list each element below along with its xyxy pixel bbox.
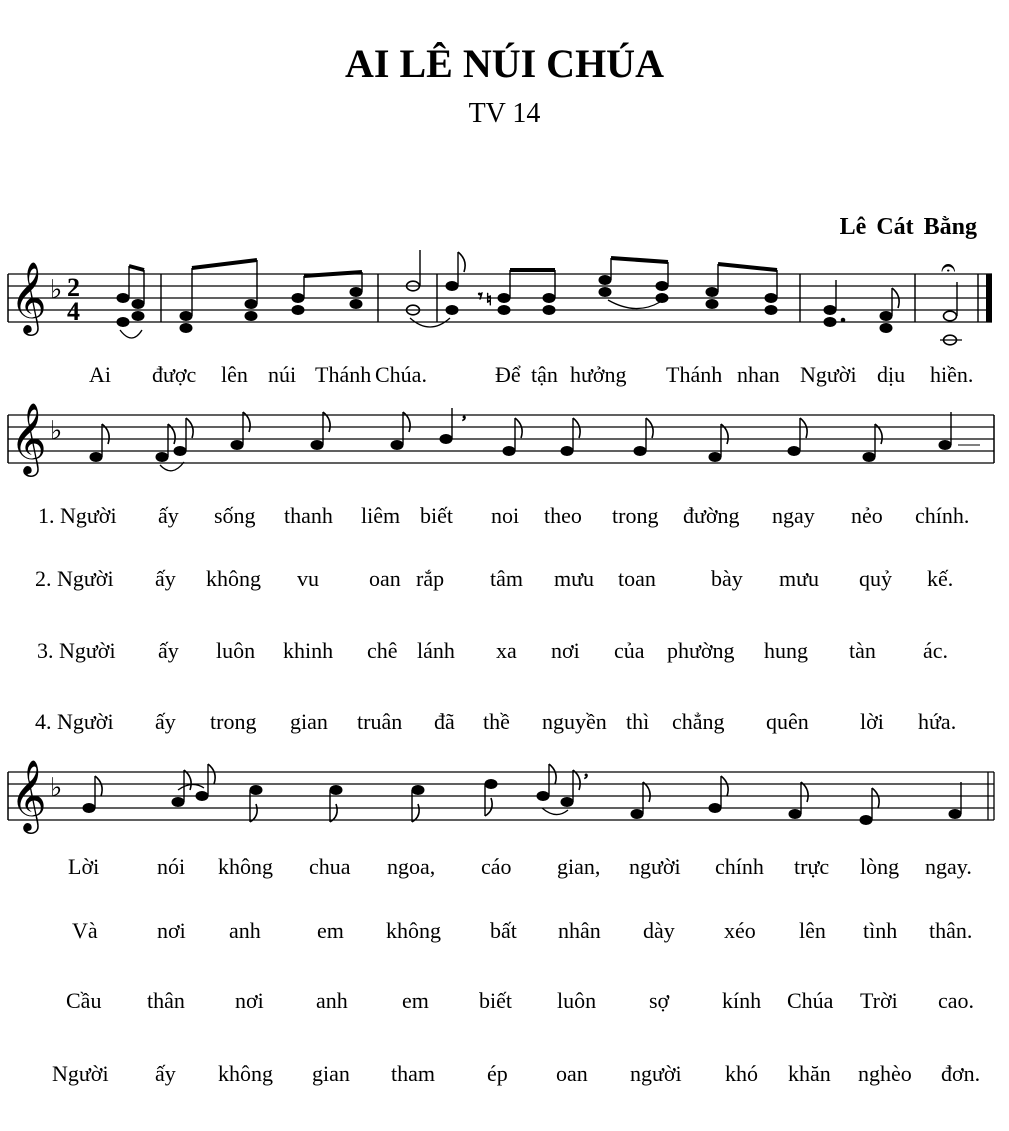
lyric-word: gian [290,709,328,734]
lyric-word: chê [367,638,398,663]
lyric-word: thân [147,988,185,1013]
lyric-word: Để [495,362,521,387]
lyric-word: ấy [155,566,176,591]
lyric-word: ngay. [925,854,972,879]
lyric-word: thân. [929,918,973,943]
lyric-word: mưu [779,566,820,591]
lyric-word: cáo [481,854,512,879]
lyric-word: Người [800,362,857,387]
song-title: AI LÊ NÚI CHÚA [345,41,664,86]
lyric-word: ấy [155,709,176,734]
lyric-word: chua [309,854,351,879]
lyric-word: tàn [849,638,876,663]
lyric-word: đơn. [941,1061,981,1086]
lyric-word: noi [491,503,520,528]
treble-clef-icon: 𝄞 [10,260,47,333]
lyric-word: không [218,1061,273,1086]
time-signature-top: 2 [67,273,80,302]
lyric-word: ấy [155,1061,176,1086]
lyric-word: ấy [158,638,179,663]
lyric-word: Lời [68,854,100,879]
verse-1-notes [90,402,980,471]
lyric-word: nghèo [858,1061,912,1086]
lyric-word: sợ [649,988,670,1013]
lyric-word: biết [479,988,512,1013]
lyric-word: anh [229,918,261,943]
lyric-word: 1. Người [38,503,117,528]
lyric-word: oan [556,1061,588,1086]
lyric-word: khinh [283,638,334,663]
verse-2-notes [83,760,961,825]
lyric-word: thề [483,709,510,734]
lyric-word: nơi [235,988,264,1013]
lyric-word: Trời [860,988,898,1013]
lyric-word: chẳng [672,709,725,734]
lyric-word: Người [52,1061,109,1086]
lyric-word: lòng [860,854,900,879]
lyric-word: không [206,566,261,591]
fermata-icon: 𝄐 [941,253,956,283]
lyric-word: Cầu [66,988,102,1013]
verse-2-part2-lyric-line [0,918,1009,952]
lyric-word: rắp [416,566,445,591]
refrain-notes [117,250,962,345]
lyric-word: đã [434,709,455,734]
lyric-word: người [629,854,681,879]
lyric-word: oan [369,566,401,591]
svg-text:,: , [584,760,589,780]
treble-clef-icon: 𝄞 [10,758,47,831]
lyric-word: xéo [724,918,756,943]
lyric-word: bày [711,566,743,591]
lyric-word: 2. Người [35,566,114,591]
lyric-word: tình [863,918,898,943]
lyric-word: 4. Người [35,709,114,734]
svg-text:♮: ♮ [486,290,492,309]
lyric-word: nhan [737,362,780,387]
lyric-word: nhân [558,918,601,943]
verse-4-part2-lyric-line [0,1061,1009,1095]
lyric-word: nẻo [851,503,883,528]
final-barline [986,274,992,322]
lyric-word: Chúa [787,988,834,1013]
lyric-word: nơi [551,638,580,663]
lyric-word: ấy [158,503,179,528]
lyric-word: gian, [557,854,601,879]
lyric-word: của [614,638,645,663]
lyric-word: lánh [417,638,455,663]
lyric-word: chính. [915,503,970,528]
lyric-word: Ai [89,362,111,387]
lyric-word: dịu [877,362,906,387]
lyric-word: toan [618,566,656,591]
lyric-word: tham [391,1061,435,1086]
lyric-word: khăn [788,1061,831,1086]
lyric-word: biết [420,503,453,528]
lyric-word: Và [72,918,98,943]
lyric-word: lên [799,918,826,943]
verse-1-part2-lyric-line [0,854,1009,888]
lyric-word: tâm [490,566,523,591]
lyric-word: nói [157,854,186,879]
flat-icon: ♭ [50,773,63,803]
lyric-word: ép [487,1061,508,1086]
lyric-word: 3. Người [37,638,116,663]
psalm-reference: TV 14 [468,98,541,129]
lyric-word: quỷ [859,566,892,591]
lyric-word: sống [214,503,256,528]
lyric-word: đường [683,503,740,528]
lyric-word: núi [268,362,297,387]
lyric-word: lên [221,362,248,387]
lyric-word: không [218,854,273,879]
lyric-word: gian [312,1061,350,1086]
lyric-word: được [152,362,197,387]
composer-name: Lê Cát Bằng [839,214,977,240]
lyric-word: em [317,918,344,943]
lyric-word: vu [297,566,319,591]
time-signature-bottom: 4 [67,297,80,326]
staff-verse-2-lines [8,772,994,820]
lyric-word: trong [210,709,257,734]
flat-icon: ♭ [50,416,63,446]
lyric-word: luôn [557,988,597,1013]
lyric-word: phường [667,638,735,663]
lyric-word: xa [496,638,517,663]
lyric-word: thanh [284,503,333,528]
lyric-word: thì [626,709,650,734]
lyric-word: Thánh [666,362,723,387]
lyric-word: anh [316,988,348,1013]
flat-icon: ♭ [50,275,63,305]
verse-3-lyric-line [0,638,1009,672]
lyric-word: dày [643,918,675,943]
lyric-word: hưởng [570,362,627,387]
lyric-word: tận [531,362,558,387]
verse-4-lyric-line [0,709,1009,743]
lyric-word: khó [725,1061,758,1086]
refrain-lyric-line [0,362,1009,396]
lyric-word: trực [794,854,830,879]
lyric-word: ngay [772,503,815,528]
lyric-word: bất [490,918,517,943]
lyric-word: chính [715,854,764,879]
lyric-word: ác. [923,638,949,663]
verse-3-part2-lyric-line [0,988,1009,1022]
lyric-word: cao. [938,988,975,1013]
lyric-word: quên [766,709,809,734]
svg-text:,: , [462,402,467,422]
lyric-word: nguyền [542,709,607,734]
lyric-word: Chúa. [375,362,427,387]
lyric-word: truân [357,709,403,734]
barlines [161,274,978,322]
lyric-word: người [630,1061,682,1086]
lyric-word: kính [722,988,762,1013]
svg-text:𝄾: 𝄾 [478,286,483,307]
staff-lines [8,274,992,322]
lyric-word: trong [612,503,659,528]
lyric-word: ngoa, [387,854,436,879]
lyric-word: nơi [157,918,186,943]
staff-verse-1-lines [8,415,994,463]
verse-2-lyric-line [0,566,1009,600]
lyric-word: hung [764,638,808,663]
verse-1-lyric-line [0,503,1009,537]
lyric-word: lời [860,709,884,734]
lyric-word: luôn [216,638,256,663]
lyric-word: kế. [927,566,954,591]
lyric-word: Thánh [315,362,372,387]
treble-clef-icon: 𝄞 [10,401,47,474]
lyric-word: theo [544,503,582,528]
lyric-word: hứa. [918,709,957,734]
lyric-word: liêm [361,503,401,528]
lyric-word: mưu [554,566,595,591]
lyric-word: em [402,988,429,1013]
lyric-word: không [386,918,441,943]
lyric-word: hiền. [930,362,974,387]
